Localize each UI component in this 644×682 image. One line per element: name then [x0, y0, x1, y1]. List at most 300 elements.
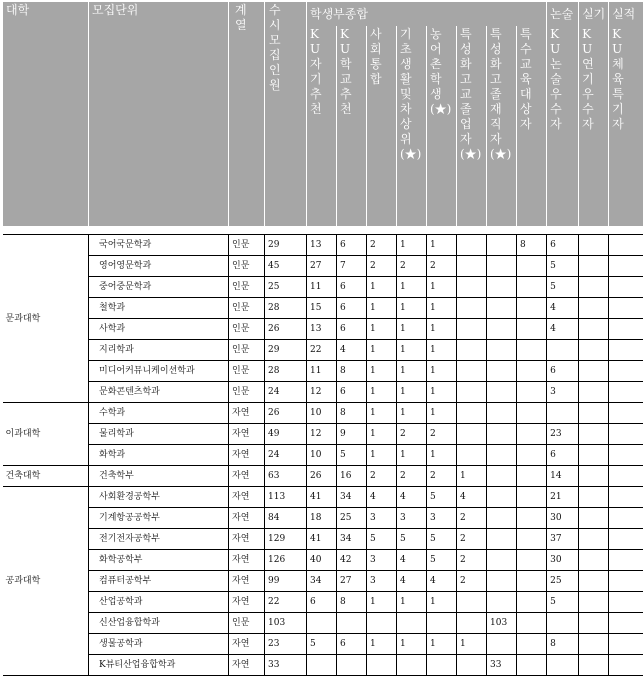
value-cell: 1	[457, 634, 487, 655]
dept-cell: 수학과	[89, 403, 229, 424]
total-cell: 24	[265, 445, 307, 466]
header-col-10: KU체육특기자	[609, 26, 643, 226]
value-cell	[609, 529, 643, 550]
dept-cell: 사회환경공학부	[89, 487, 229, 508]
table-row	[3, 466, 643, 487]
dept-cell: 기계항공공학부	[89, 508, 229, 529]
total-cell: 113	[265, 487, 307, 508]
value-cell	[487, 256, 517, 277]
value-cell	[579, 634, 609, 655]
dept-cell: 전기전자공학부	[89, 529, 229, 550]
value-cell: 4	[397, 571, 427, 592]
value-cell: 6	[547, 235, 579, 256]
dept-cell: 지리학과	[89, 340, 229, 361]
value-cell	[487, 298, 517, 319]
table-row	[3, 529, 643, 550]
total-cell: 33	[265, 655, 307, 676]
value-cell: 1	[397, 361, 427, 382]
value-cell	[487, 361, 517, 382]
value-cell	[609, 361, 643, 382]
value-cell	[609, 550, 643, 571]
value-cell	[579, 592, 609, 613]
track-cell: 자연	[229, 445, 265, 466]
value-cell: 1	[397, 235, 427, 256]
value-cell: 3	[427, 508, 457, 529]
value-cell	[307, 655, 337, 676]
dept-cell: 중어중문학과	[89, 277, 229, 298]
value-cell	[579, 550, 609, 571]
header-col-9: KU연기우수자	[579, 26, 609, 226]
value-cell: 10	[307, 445, 337, 466]
value-cell: 2	[397, 466, 427, 487]
value-cell: 34	[307, 571, 337, 592]
value-cell: 6	[337, 298, 367, 319]
total-cell: 45	[265, 256, 307, 277]
value-cell	[579, 361, 609, 382]
header-col-1: KU학교추천	[337, 26, 367, 226]
value-cell	[517, 550, 547, 571]
value-cell	[579, 613, 609, 634]
value-cell	[397, 655, 427, 676]
value-cell	[609, 571, 643, 592]
value-cell: 11	[307, 277, 337, 298]
value-cell	[609, 319, 643, 340]
value-cell	[609, 655, 643, 676]
value-cell: 7	[337, 256, 367, 277]
track-cell: 인문	[229, 277, 265, 298]
table-body	[3, 226, 643, 676]
dept-cell: 화학과	[89, 445, 229, 466]
value-cell	[487, 424, 517, 445]
univ-cell: 건축대학	[3, 466, 89, 487]
value-cell: 40	[307, 550, 337, 571]
value-cell: 3	[547, 382, 579, 403]
value-cell: 25	[547, 571, 579, 592]
value-cell: 23	[547, 424, 579, 445]
value-cell	[337, 655, 367, 676]
value-cell	[579, 298, 609, 319]
value-cell	[579, 529, 609, 550]
value-cell: 1	[397, 634, 427, 655]
value-cell: 2	[457, 571, 487, 592]
value-cell	[547, 403, 579, 424]
value-cell	[397, 613, 427, 634]
value-cell	[487, 235, 517, 256]
dept-cell: 철학과	[89, 298, 229, 319]
value-cell: 3	[367, 508, 397, 529]
value-cell	[579, 445, 609, 466]
value-cell	[487, 466, 517, 487]
dept-cell: 물리학과	[89, 424, 229, 445]
value-cell: 12	[307, 424, 337, 445]
table-row	[3, 613, 643, 634]
table-row	[3, 634, 643, 655]
value-cell	[457, 256, 487, 277]
value-cell: 1	[427, 235, 457, 256]
total-cell: 29	[265, 235, 307, 256]
track-cell: 자연	[229, 487, 265, 508]
value-cell	[579, 256, 609, 277]
table-row	[3, 487, 643, 508]
value-cell: 1	[427, 361, 457, 382]
value-cell	[579, 277, 609, 298]
dept-cell: 화학공학부	[89, 550, 229, 571]
value-cell	[457, 613, 487, 634]
total-cell: 103	[265, 613, 307, 634]
total-cell: 28	[265, 298, 307, 319]
value-cell	[487, 508, 517, 529]
value-cell	[609, 298, 643, 319]
value-cell: 6	[547, 361, 579, 382]
table-row	[3, 298, 643, 319]
header-group-siljeok: 실적	[609, 2, 643, 26]
value-cell: 1	[427, 382, 457, 403]
value-cell	[579, 340, 609, 361]
value-cell: 6	[337, 277, 367, 298]
value-cell	[457, 235, 487, 256]
track-cell: 인문	[229, 319, 265, 340]
value-cell: 1	[427, 592, 457, 613]
dept-cell: K뷰티산업융합학과	[89, 655, 229, 676]
value-cell: 103	[487, 613, 517, 634]
value-cell: 21	[547, 487, 579, 508]
dept-cell: 미디어커뮤니케이션학과	[89, 361, 229, 382]
total-cell: 99	[265, 571, 307, 592]
table-row	[3, 508, 643, 529]
header-col-0: KU자기추천	[307, 26, 337, 226]
table-row	[3, 361, 643, 382]
value-cell: 1	[397, 592, 427, 613]
table-row	[3, 235, 643, 256]
header-total: 수시모집인원	[265, 2, 307, 226]
value-cell	[547, 655, 579, 676]
value-cell	[487, 277, 517, 298]
value-cell: 1	[367, 361, 397, 382]
total-cell: 26	[265, 403, 307, 424]
value-cell	[609, 508, 643, 529]
value-cell: 22	[307, 340, 337, 361]
value-cell: 5	[337, 445, 367, 466]
value-cell: 9	[337, 424, 367, 445]
value-cell: 2	[367, 256, 397, 277]
header-univ: 대학	[3, 2, 89, 226]
value-cell: 2	[367, 466, 397, 487]
table-row	[3, 403, 643, 424]
table-row	[3, 571, 643, 592]
value-cell: 3	[397, 508, 427, 529]
value-cell: 5	[427, 529, 457, 550]
value-cell: 6	[547, 445, 579, 466]
value-cell: 1	[397, 277, 427, 298]
value-cell	[517, 571, 547, 592]
value-cell: 1	[427, 340, 457, 361]
value-cell	[579, 235, 609, 256]
value-cell: 1	[367, 634, 397, 655]
value-cell: 3	[367, 571, 397, 592]
value-cell	[517, 508, 547, 529]
value-cell: 2	[427, 466, 457, 487]
value-cell: 15	[307, 298, 337, 319]
value-cell: 16	[337, 466, 367, 487]
track-cell: 인문	[229, 613, 265, 634]
value-cell: 8	[337, 403, 367, 424]
header-gap	[3, 226, 643, 235]
value-cell: 1	[397, 445, 427, 466]
value-cell: 4	[397, 487, 427, 508]
table-header	[3, 2, 643, 226]
value-cell	[517, 445, 547, 466]
value-cell: 1	[367, 319, 397, 340]
value-cell: 3	[367, 550, 397, 571]
value-cell: 1	[427, 445, 457, 466]
value-cell: 1	[367, 445, 397, 466]
value-cell: 30	[547, 508, 579, 529]
value-cell: 2	[457, 508, 487, 529]
value-cell: 1	[367, 382, 397, 403]
value-cell	[609, 382, 643, 403]
value-cell: 5	[397, 529, 427, 550]
value-cell	[487, 634, 517, 655]
table-row	[3, 340, 643, 361]
value-cell	[517, 403, 547, 424]
value-cell: 6	[337, 235, 367, 256]
value-cell	[457, 592, 487, 613]
track-cell: 자연	[229, 571, 265, 592]
track-cell: 자연	[229, 403, 265, 424]
value-cell: 1	[397, 382, 427, 403]
value-cell	[487, 571, 517, 592]
value-cell: 1	[367, 298, 397, 319]
value-cell: 10	[307, 403, 337, 424]
value-cell: 42	[337, 550, 367, 571]
value-cell	[367, 613, 397, 634]
value-cell: 26	[307, 466, 337, 487]
dept-cell: 컴퓨터공학부	[89, 571, 229, 592]
value-cell: 5	[367, 529, 397, 550]
track-cell: 자연	[229, 634, 265, 655]
total-cell: 126	[265, 550, 307, 571]
value-cell: 8	[337, 592, 367, 613]
value-cell	[487, 382, 517, 403]
value-cell: 6	[337, 634, 367, 655]
value-cell	[487, 529, 517, 550]
value-cell	[609, 235, 643, 256]
value-cell: 2	[427, 256, 457, 277]
value-cell	[487, 550, 517, 571]
value-cell: 1	[397, 340, 427, 361]
univ-cell: 문과대학	[3, 235, 89, 403]
value-cell	[609, 613, 643, 634]
value-cell	[517, 655, 547, 676]
value-cell: 11	[307, 361, 337, 382]
value-cell: 5	[547, 256, 579, 277]
header-track: 계열	[229, 2, 265, 226]
value-cell	[579, 319, 609, 340]
table-row	[3, 319, 643, 340]
value-cell: 4	[547, 298, 579, 319]
value-cell	[457, 361, 487, 382]
value-cell	[487, 403, 517, 424]
total-cell: 24	[265, 382, 307, 403]
value-cell: 5	[307, 634, 337, 655]
value-cell	[457, 277, 487, 298]
value-cell	[579, 655, 609, 676]
table-row	[3, 382, 643, 403]
total-cell: 63	[265, 466, 307, 487]
univ-cell: 공과대학	[3, 487, 89, 676]
value-cell	[579, 403, 609, 424]
value-cell: 2	[397, 256, 427, 277]
track-cell: 자연	[229, 550, 265, 571]
value-cell	[579, 424, 609, 445]
track-cell: 자연	[229, 424, 265, 445]
value-cell	[367, 655, 397, 676]
value-cell	[457, 403, 487, 424]
value-cell	[579, 571, 609, 592]
value-cell	[457, 319, 487, 340]
value-cell	[427, 655, 457, 676]
value-cell: 4	[547, 319, 579, 340]
value-cell: 4	[427, 571, 457, 592]
value-cell: 27	[307, 256, 337, 277]
value-cell	[609, 340, 643, 361]
value-cell	[547, 613, 579, 634]
value-cell	[579, 508, 609, 529]
total-cell: 25	[265, 277, 307, 298]
table-row	[3, 277, 643, 298]
header-col-2: 사회통합	[367, 26, 397, 226]
value-cell: 33	[487, 655, 517, 676]
value-cell	[517, 424, 547, 445]
value-cell: 5	[427, 487, 457, 508]
table-row	[3, 445, 643, 466]
value-cell	[517, 382, 547, 403]
value-cell	[517, 529, 547, 550]
dept-cell: 산업공학과	[89, 592, 229, 613]
value-cell: 2	[367, 235, 397, 256]
track-cell: 인문	[229, 361, 265, 382]
value-cell	[517, 634, 547, 655]
value-cell	[609, 424, 643, 445]
value-cell: 2	[397, 424, 427, 445]
value-cell	[609, 634, 643, 655]
value-cell: 4	[367, 487, 397, 508]
value-cell: 5	[547, 592, 579, 613]
dept-cell: 국어국문학과	[89, 235, 229, 256]
dept-cell: 건축학부	[89, 466, 229, 487]
header-col-3: 기초생활및차상위(★)	[397, 26, 427, 226]
value-cell: 1	[427, 298, 457, 319]
value-cell	[517, 592, 547, 613]
track-cell: 인문	[229, 256, 265, 277]
value-cell	[517, 613, 547, 634]
value-cell	[609, 256, 643, 277]
value-cell	[609, 445, 643, 466]
value-cell	[487, 340, 517, 361]
table-row	[3, 550, 643, 571]
table-row	[3, 424, 643, 445]
value-cell: 30	[547, 550, 579, 571]
value-cell: 1	[397, 403, 427, 424]
value-cell	[517, 298, 547, 319]
track-cell: 인문	[229, 298, 265, 319]
table-row	[3, 592, 643, 613]
total-cell: 49	[265, 424, 307, 445]
value-cell: 13	[307, 235, 337, 256]
value-cell: 8	[547, 634, 579, 655]
value-cell	[487, 487, 517, 508]
value-cell: 12	[307, 382, 337, 403]
value-cell: 5	[547, 277, 579, 298]
univ-cell: 이과대학	[3, 403, 89, 466]
track-cell: 자연	[229, 466, 265, 487]
track-cell: 자연	[229, 508, 265, 529]
dept-cell: 영어영문학과	[89, 256, 229, 277]
total-cell: 23	[265, 634, 307, 655]
total-cell: 22	[265, 592, 307, 613]
value-cell: 1	[367, 340, 397, 361]
value-cell: 37	[547, 529, 579, 550]
value-cell: 1	[397, 319, 427, 340]
value-cell: 18	[307, 508, 337, 529]
value-cell: 34	[337, 529, 367, 550]
value-cell	[457, 298, 487, 319]
dept-cell: 생물공학과	[89, 634, 229, 655]
value-cell: 41	[307, 487, 337, 508]
value-cell: 1	[427, 319, 457, 340]
value-cell	[609, 403, 643, 424]
dept-cell: 사학과	[89, 319, 229, 340]
total-cell: 84	[265, 508, 307, 529]
value-cell: 8	[337, 361, 367, 382]
value-cell	[517, 487, 547, 508]
value-cell: 4	[337, 340, 367, 361]
value-cell: 1	[427, 634, 457, 655]
value-cell: 4	[457, 487, 487, 508]
value-cell	[487, 445, 517, 466]
total-cell: 129	[265, 529, 307, 550]
value-cell	[609, 592, 643, 613]
value-cell: 14	[547, 466, 579, 487]
table-row	[3, 655, 643, 676]
total-cell: 26	[265, 319, 307, 340]
value-cell	[457, 445, 487, 466]
value-cell	[427, 613, 457, 634]
header-col-8: KU논술우수자	[547, 26, 579, 226]
value-cell: 1	[397, 298, 427, 319]
value-cell	[457, 424, 487, 445]
header-group-nonsul: 논술	[547, 2, 579, 26]
value-cell	[487, 592, 517, 613]
value-cell: 1	[367, 424, 397, 445]
header-col-5: 특성화고교졸업자(★)	[457, 26, 487, 226]
value-cell	[457, 655, 487, 676]
value-cell: 34	[337, 487, 367, 508]
header-col-4: 농어촌학생(★)	[427, 26, 457, 226]
track-cell: 인문	[229, 235, 265, 256]
value-cell: 25	[337, 508, 367, 529]
value-cell: 1	[367, 277, 397, 298]
value-cell: 6	[337, 319, 367, 340]
value-cell	[307, 613, 337, 634]
track-cell: 인문	[229, 340, 265, 361]
track-cell: 자연	[229, 592, 265, 613]
admission-table	[2, 2, 643, 676]
value-cell	[547, 340, 579, 361]
value-cell: 1	[367, 403, 397, 424]
track-cell: 자연	[229, 655, 265, 676]
value-cell	[517, 256, 547, 277]
